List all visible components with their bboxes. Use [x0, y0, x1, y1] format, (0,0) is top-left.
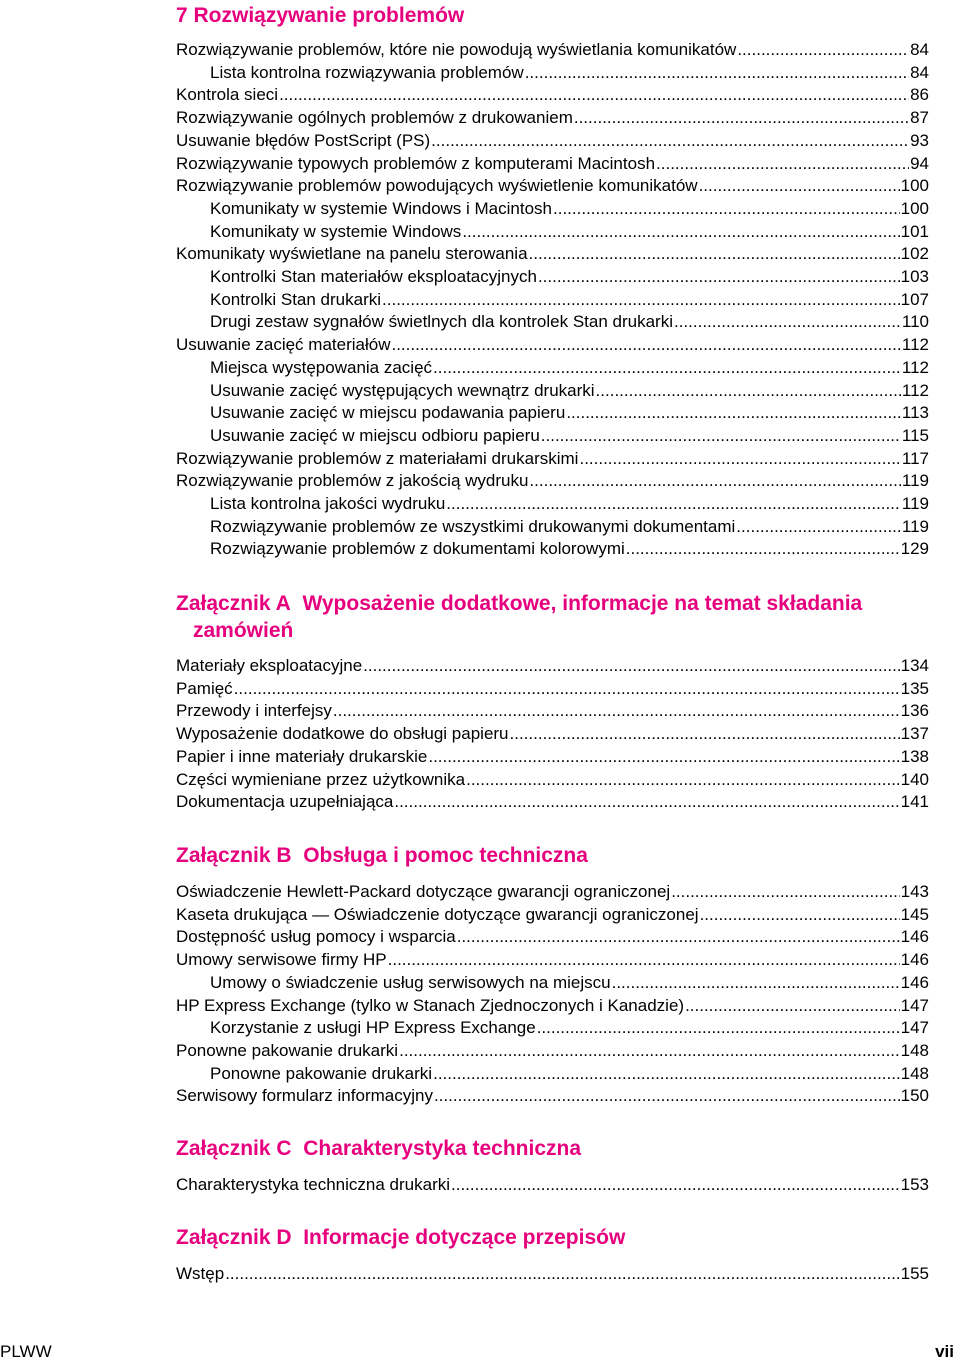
toc-entry-page: 147 [900, 995, 929, 1015]
toc-entry-page: 143 [900, 882, 929, 901]
toc-leader-dots [225, 1262, 899, 1285]
toc-entry[interactable] [176, 925, 929, 948]
toc-entry-page: 140 [900, 769, 929, 789]
toc-leader-dots [462, 220, 899, 243]
toc-leader-dots [596, 379, 901, 402]
toc-entry-page: 145 [900, 904, 929, 924]
toc-entry-label: Przewody i interfejsy [176, 701, 332, 721]
toc-entry-label: Papier i inne materiały drukarskie [176, 746, 428, 766]
toc-entry-page: 141 [900, 792, 929, 812]
toc-entry-label: Miejsca występowania zacięć [210, 357, 433, 377]
toc-entry-label: Rozwiązywanie problemów z dokumentami kolorowymi [210, 539, 625, 559]
toc-entry[interactable] [176, 948, 929, 971]
toc-leader-dots [434, 1084, 900, 1107]
toc-entry[interactable] [176, 129, 929, 152]
toc-leader-dots [541, 424, 901, 447]
toc-entry-label: Kontrolki Stan materiałów eksploatacyjnych [210, 267, 537, 286]
toc-leader-dots [433, 1062, 900, 1085]
toc-entry-page: 155 [900, 1264, 929, 1283]
toc-entry-label: Charakterystyka techniczna drukarki [176, 1175, 451, 1194]
toc-leader-dots [612, 971, 900, 994]
toc-entry-label: Rozwiązywanie problemów z materiałami drukarskimi [176, 448, 579, 468]
toc-entry-page: 100 [900, 198, 929, 218]
toc-entry-label: Usuwanie zacięć w miejscu odbioru papieru [210, 425, 540, 445]
toc-entry[interactable] [210, 537, 929, 560]
toc-entry-page: 110 [901, 312, 929, 332]
toc-entry-page: 146 [900, 927, 929, 947]
toc-entry[interactable] [210, 265, 929, 288]
toc-entry-label: Ponowne pakowanie drukarki [210, 1063, 433, 1083]
toc-entry-label: Komunikaty w systemie Windows i Macintosh [210, 198, 553, 218]
appendix-a-prefix: Załącznik A [176, 592, 291, 615]
toc-entry-label: Serwisowy formularz informacyjny [176, 1086, 433, 1106]
footer-page-number: vii [935, 1342, 954, 1361]
toc-entry[interactable] [176, 1173, 929, 1196]
toc-entry-page: 119 [901, 471, 929, 491]
toc-entry-label: Komunikaty wyświetlane na panelu sterowania [176, 244, 528, 264]
toc-entry[interactable] [210, 424, 929, 447]
toc-entry[interactable] [210, 356, 929, 379]
toc-entry[interactable] [210, 310, 929, 333]
toc-leader-dots [333, 699, 900, 722]
chapter-7-heading [176, 2, 464, 29]
toc-entry[interactable] [210, 61, 929, 84]
appendix-b-heading [176, 842, 588, 869]
toc-entry-page: 107 [900, 289, 929, 309]
toc-entry-label: Oświadczenie Hewlett-Packard dotyczące gwarancji ograniczonej [176, 882, 671, 901]
toc-entry[interactable] [210, 401, 929, 424]
appendix-c-prefix: Załącznik C [176, 1137, 292, 1160]
toc-entry-label: Komunikaty w systemie Windows [210, 221, 462, 241]
toc-entry-label: Rozwiązywanie problemów z jakością wydruku [176, 471, 529, 491]
appendix-d-prefix: Załącznik D [176, 1226, 292, 1249]
toc-entry[interactable] [176, 447, 929, 470]
appendix-d-title: Informacje dotyczące przepisów [303, 1226, 626, 1249]
toc-entry[interactable] [176, 1262, 929, 1285]
toc-entry-label: Wstęp [176, 1264, 225, 1283]
toc-entry-page: 148 [900, 1040, 929, 1060]
appendix-c-heading [176, 1135, 581, 1162]
toc-leader-dots [579, 447, 900, 470]
toc-leader-dots [457, 925, 900, 948]
toc-entry[interactable] [176, 174, 929, 197]
toc-leader-dots [737, 38, 909, 61]
footer-left-label: PLWW [0, 1342, 52, 1361]
toc-entry-page: 112 [901, 335, 929, 355]
toc-leader-dots [626, 537, 900, 560]
toc-entry-label: Umowy o świadczenie usług serwisowych na miejscu [210, 972, 611, 992]
toc-entry-label: Usuwanie zacięć materiałów [176, 335, 391, 355]
toc-entry[interactable] [210, 379, 929, 402]
toc-entry-label: Części wymieniane przez użytkownika [176, 769, 466, 789]
toc-entry-page: 138 [900, 746, 929, 766]
toc-entry-label: Lista kontrolna rozwiązywania problemów [210, 62, 524, 82]
toc-entry[interactable] [210, 1062, 929, 1085]
toc-entry-label: Rozwiązywanie typowych problemów z komputerami Macintosh [176, 153, 656, 173]
toc-entry-page: 113 [901, 403, 929, 423]
toc-entry-label: Wyposażenie dodatkowe do obsługi papieru [176, 724, 509, 744]
toc-entry[interactable] [176, 1084, 929, 1107]
toc-entry-label: Drugi zestaw sygnałów świetlnych dla kontrolek Stan drukarki [210, 312, 673, 332]
toc-entry-label: Lista kontrolna jakości wydruku [210, 494, 446, 513]
toc-entry-label: Materiały eksploatacyjne [176, 656, 363, 675]
toc-leader-dots [234, 677, 900, 700]
toc-entry-page: 112 [901, 357, 929, 377]
toc-entry-page: 147 [900, 1018, 929, 1038]
toc-entry[interactable] [176, 83, 929, 106]
toc-entry-label: Rozwiązywanie problemów, które nie powodują wyświetlania komunikatów [176, 40, 737, 59]
toc-entry-label: Ponowne pakowanie drukarki [176, 1040, 399, 1060]
toc-leader-dots [431, 129, 909, 152]
toc-entry-label: Rozwiązywanie problemów powodujących wyświetlenie komunikatów [176, 176, 698, 196]
appendix-b-title: Obsługa i pomoc techniczna [303, 844, 588, 867]
toc-entry-label: Kontrola sieci [176, 85, 279, 105]
toc-entry-page: 136 [900, 701, 929, 721]
toc-leader-dots [363, 654, 899, 677]
toc-entry-page: 102 [900, 244, 929, 264]
appendix-d-heading [176, 1224, 625, 1251]
toc-entry-page: 101 [900, 221, 929, 241]
toc-leader-dots [656, 152, 909, 175]
appendix-a-heading [176, 590, 862, 644]
toc-leader-dots [382, 288, 900, 311]
toc-leader-dots [428, 745, 899, 768]
toc-entry[interactable] [176, 880, 929, 903]
toc-leader-dots [391, 333, 900, 356]
toc-leader-dots [466, 768, 900, 791]
toc-entry-page: 146 [900, 972, 929, 992]
toc-entry-page: 100 [900, 176, 929, 196]
toc-entry-page: 86 [910, 85, 929, 105]
toc-leader-dots [394, 790, 899, 813]
toc-entry-page: 112 [901, 380, 929, 400]
toc-entry-label: Umowy serwisowe firmy HP [176, 950, 387, 970]
toc-entry-label: Usuwanie zacięć występujących wewnątrz drukarki [210, 380, 595, 400]
toc-leader-dots [446, 492, 901, 515]
toc-entry-page: 146 [900, 950, 929, 970]
toc-entry[interactable] [210, 492, 929, 515]
toc-leader-dots [538, 265, 900, 288]
toc-entry-label: Kontrolki Stan drukarki [210, 289, 382, 309]
toc-entry[interactable] [210, 1016, 929, 1039]
toc-entry[interactable] [210, 197, 929, 220]
toc-leader-dots [529, 469, 900, 492]
toc-entry-label: Kaseta drukująca — Oświadczenie dotyczące gwarancji ograniczonej [176, 904, 699, 924]
toc-entry-page: 84 [910, 40, 929, 59]
toc-entry-label: Usuwanie błędów PostScript (PS) [176, 130, 431, 150]
toc-entry[interactable] [176, 790, 929, 813]
toc-entry-page: 103 [900, 267, 929, 286]
toc-entry[interactable] [176, 333, 929, 356]
toc-entry[interactable] [176, 903, 929, 926]
toc-leader-dots [699, 174, 900, 197]
toc-entry-page: 117 [901, 448, 929, 468]
toc-entry[interactable] [176, 152, 929, 175]
toc-leader-dots [574, 106, 909, 129]
toc-leader-dots [736, 515, 901, 538]
toc-entry-label: Dokumentacja uzupełniająca [176, 792, 394, 812]
toc-entry[interactable] [176, 469, 929, 492]
toc-entry[interactable] [210, 288, 929, 311]
toc-leader-dots [525, 61, 909, 84]
toc-entry-label: HP Express Exchange (tylko w Stanach Zjednoczonych i Kanadzie) [176, 995, 685, 1015]
toc-entry-page: 93 [910, 130, 929, 150]
appendix-a-title-line1: Wyposażenie dodatkowe, informacje na temat składania [302, 592, 863, 615]
toc-entry-page: 148 [900, 1063, 929, 1083]
toc-entry[interactable] [210, 971, 929, 994]
toc-entry-page: 84 [910, 62, 929, 82]
toc-leader-dots [279, 83, 909, 106]
toc-leader-dots [399, 1039, 900, 1062]
toc-entry[interactable] [210, 515, 929, 538]
toc-entry[interactable] [176, 699, 929, 722]
toc-leader-dots [433, 356, 901, 379]
toc-entry-page: 150 [900, 1086, 929, 1106]
toc-entry-page: 134 [900, 656, 929, 675]
toc-entry[interactable] [176, 106, 929, 129]
toc-leader-dots [685, 994, 900, 1017]
toc-entry-label: Dostępność usług pomocy i wsparcia [176, 927, 456, 947]
toc-entry[interactable] [210, 220, 929, 243]
toc-entry-page: 115 [901, 425, 929, 445]
toc-entry-page: 129 [900, 539, 929, 559]
toc-leader-dots [566, 401, 901, 424]
toc-entry[interactable] [176, 654, 929, 677]
toc-entry-page: 87 [910, 108, 929, 128]
toc-entry-page: 135 [900, 678, 929, 698]
toc-entry[interactable] [176, 677, 929, 700]
toc-entry[interactable] [176, 768, 929, 791]
toc-leader-dots [529, 242, 900, 265]
toc-entry-page: 153 [900, 1175, 929, 1194]
toc-entry[interactable] [176, 745, 929, 768]
toc-entry[interactable] [176, 1039, 929, 1062]
toc-entry-page: 137 [900, 724, 929, 744]
toc-leader-dots [671, 880, 899, 903]
toc-leader-dots [510, 722, 900, 745]
toc-leader-dots [700, 903, 900, 926]
toc-entry-page: 119 [901, 494, 929, 513]
toc-entry-label: Rozwiązywanie problemów ze wszystkimi drukowanymi dokumentami [210, 516, 736, 536]
toc-entry[interactable] [176, 994, 929, 1017]
toc-entry-page: 94 [910, 153, 929, 173]
appendix-b-prefix: Załącznik B [176, 844, 292, 867]
toc-entry[interactable] [176, 242, 929, 265]
toc-entry[interactable] [176, 722, 929, 745]
appendix-a-title-line2: zamówień [193, 619, 294, 642]
toc-entry-label: Usuwanie zacięć w miejscu podawania papieru [210, 403, 566, 423]
toc-entry-label: Rozwiązywanie ogólnych problemów z drukowaniem [176, 108, 573, 128]
chapter-7-title: 7 Rozwiązywanie problemów [176, 4, 465, 27]
toc-entry-label: Korzystanie z usługi HP Express Exchange [210, 1018, 536, 1038]
toc-leader-dots [553, 197, 900, 220]
toc-leader-dots [451, 1173, 900, 1196]
toc-entry[interactable] [176, 38, 929, 61]
appendix-c-title: Charakterystyka techniczna [303, 1137, 582, 1160]
toc-entry-label: Pamięć [176, 678, 233, 698]
toc-entry-page: 119 [901, 516, 929, 536]
toc-leader-dots [537, 1016, 900, 1039]
toc-leader-dots [388, 948, 900, 971]
toc-leader-dots [674, 310, 901, 333]
